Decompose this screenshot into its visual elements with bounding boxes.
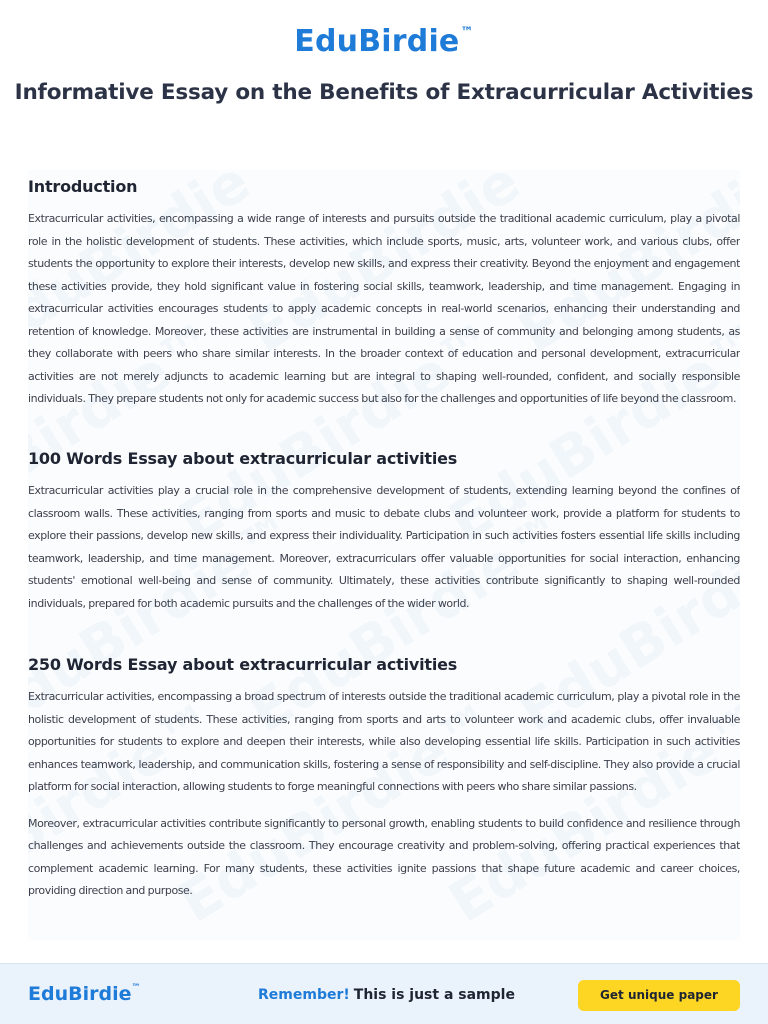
section-heading: 100 Words Essay about extracurricular activities xyxy=(28,449,458,468)
section-100-words xyxy=(28,449,740,615)
get-unique-paper-button[interactable]: Get unique paper xyxy=(578,980,740,1011)
footer-logo-trademark: ™ xyxy=(131,982,141,993)
logo-trademark: ™ xyxy=(460,25,474,40)
section-paragraph: Extracurricular activities play a crucial role in the comprehensive development of students, extending learning beyond the confines of classroom walls. These activities, ranging from sports and music to debate clubs and volunteer work, provide a platform for students to explore their passions, develop new skills, and express their individuality. Participation in such activities fosters essential life skills including teamwork, leadership, and time management. Moreover, extracurriculars offer valuable opportunities for social interaction, enhancing students' emotional well-being and sense of community. Ultimately, these activities contribute significantly to shaping well-rounded individuals, prepared for both academic pursuits and the challenges of the wider world. xyxy=(28,484,740,610)
section-paragraph: Extracurricular activities, encompassing a broad spectrum of interests outside the traditional academic curriculum, play a pivotal role in the holistic development of students. These activities, ranging from sports and arts to volunteer work and academic clubs, offer invaluable opportunities for students to explore and deepen their interests, while also developing essential life skills. Participation in such activities enhances teamwork, leadership, and communication skills, fostering a sense of responsibility and self-discipline. They also provide a crucial platform for social interaction, allowing students to forge meaningful connections with peers who share similar passions. xyxy=(28,690,740,793)
notice-accent: Remember! xyxy=(258,987,350,1003)
document-title: Informative Essay on the Benefits of Extracurricular Activities xyxy=(14,80,754,105)
section-paragraph: Extracurricular activities, encompassing a wide range of interests and pursuits outside the traditional academic curriculum, play a pivotal role in the holistic development of students. These activities, which include sports, music, arts, volunteer work, and various clubs, offer students the opportunity to explore their interests, develop new skills, and express their creativity. Beyond the enjoyment and engagement these activities provide, they hold significant value in fostering social skills, teamwork, leadership, and time management. Engaging in extracurricular activities encourages students to apply academic concepts in real-world scenarios, enhancing their understanding and retention of knowledge. Moreover, these activities are instrumental in building a sense of community and belonging among students, as they collaborate with peers who share similar interests. In the broader context of education and personal development, extracurricular activities are not merely adjuncts to academic learning but are integral to shaping well-rounded, confident, and socially responsible individuals. They prepare students not only for academic success but also for the challenges and opportunities of life beyond the classroom. xyxy=(28,212,740,405)
section-heading: Introduction xyxy=(28,177,138,196)
sample-notice xyxy=(258,987,515,1003)
logo-text: EduBirdie xyxy=(294,24,460,59)
section-paragraph: Moreover, extracurricular activities contribute significantly to personal growth, enabling students to build confidence and resilience through challenges and achievements outside the classroom. They encourage creativity and problem-solving, offering practical experiences that complement academic learning. For many students, these activities ignite passions that shape future academic and career choices, providing direction and purpose. xyxy=(28,816,740,897)
section-heading: 250 Words Essay about extracurricular activities xyxy=(28,655,458,674)
essay-content xyxy=(28,170,740,940)
section-introduction xyxy=(28,177,740,411)
section-250-words xyxy=(28,655,740,903)
edubirdie-logo[interactable] xyxy=(0,24,768,59)
notice-text: This is just a sample xyxy=(353,987,515,1003)
footer-logo[interactable] xyxy=(28,983,140,1005)
footer-banner xyxy=(0,963,768,1024)
footer-logo-text: EduBirdie xyxy=(28,983,132,1005)
